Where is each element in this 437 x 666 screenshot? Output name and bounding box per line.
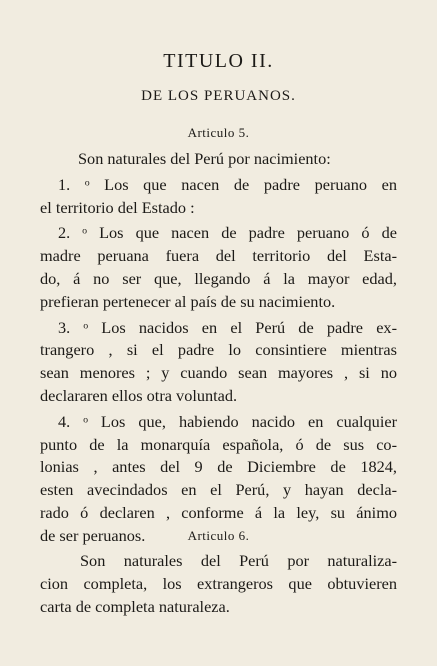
article-6-line-2: cion completa, los extrangeros que obtuvieren	[40, 573, 397, 593]
article-5-item-3-line-3: sean menores ; y cuando sean mayores , si no	[40, 363, 397, 383]
article-5-body	[40, 148, 397, 548]
article-5-item-4-line-3: lonias , antes del 9 de Diciembre de 1824,	[40, 457, 397, 477]
article-5-item-4-line-2: punto de la monarquía española, ó de sus co-	[40, 434, 397, 454]
article-6-line-3: carta de completa naturaleza.	[40, 596, 230, 616]
article-5-heading: Articulo 5.	[187, 125, 250, 140]
article-5-item-2-line-3: do, á no ser que, llegando á la mayor edad,	[40, 268, 397, 288]
title-heading: TITULO II.	[163, 50, 274, 72]
article-5-item-1-line-1: 1. ᵒ Los que nacen de padre peruano en	[58, 174, 397, 194]
article-6-heading: Articulo 6.	[187, 528, 250, 543]
article-5-intro: Son naturales del Perú por nacimiento:	[78, 149, 331, 168]
article-5-item-2-line-1: 2. ᵒ Los que nacen de padre peruano ó de	[58, 223, 397, 243]
article-5-item-3-line-1: 3. ᵒ Los nacidos en el Perú de padre ex-	[58, 317, 397, 337]
article-5-item-4-line-6: de ser peruanos.	[40, 525, 146, 545]
subtitle-heading: DE LOS PERUANOS.	[141, 88, 296, 104]
article-5-item-2-line-2: madre peruana fuera del territorio del Esta-	[40, 246, 397, 266]
article-5-item-4-line-4: esten avecindados en el Perú, y hayan decla-	[40, 480, 397, 500]
article-5-item-3-line-2: trangero , si el padre lo consintiere mientras	[40, 340, 397, 360]
article-6-line-1: Son naturales del Perú por naturaliza-	[80, 551, 397, 570]
article-6-body	[40, 550, 397, 618]
article-5-item-4-line-1: 4. ᵒ Los que, habiendo nacido en cualquier	[58, 411, 397, 431]
article-5-item-3-line-4: declararen ellos otra voluntad.	[40, 385, 238, 405]
article-5-item-2-line-4: prefieran pertenecer al país de su nacimiento.	[40, 291, 336, 311]
article-5-item-1-line-2: el territorio del Estado :	[40, 197, 195, 217]
article-5-item-4-line-5: rado ó declaren , conforme á la ley, su ánimo	[40, 502, 397, 522]
